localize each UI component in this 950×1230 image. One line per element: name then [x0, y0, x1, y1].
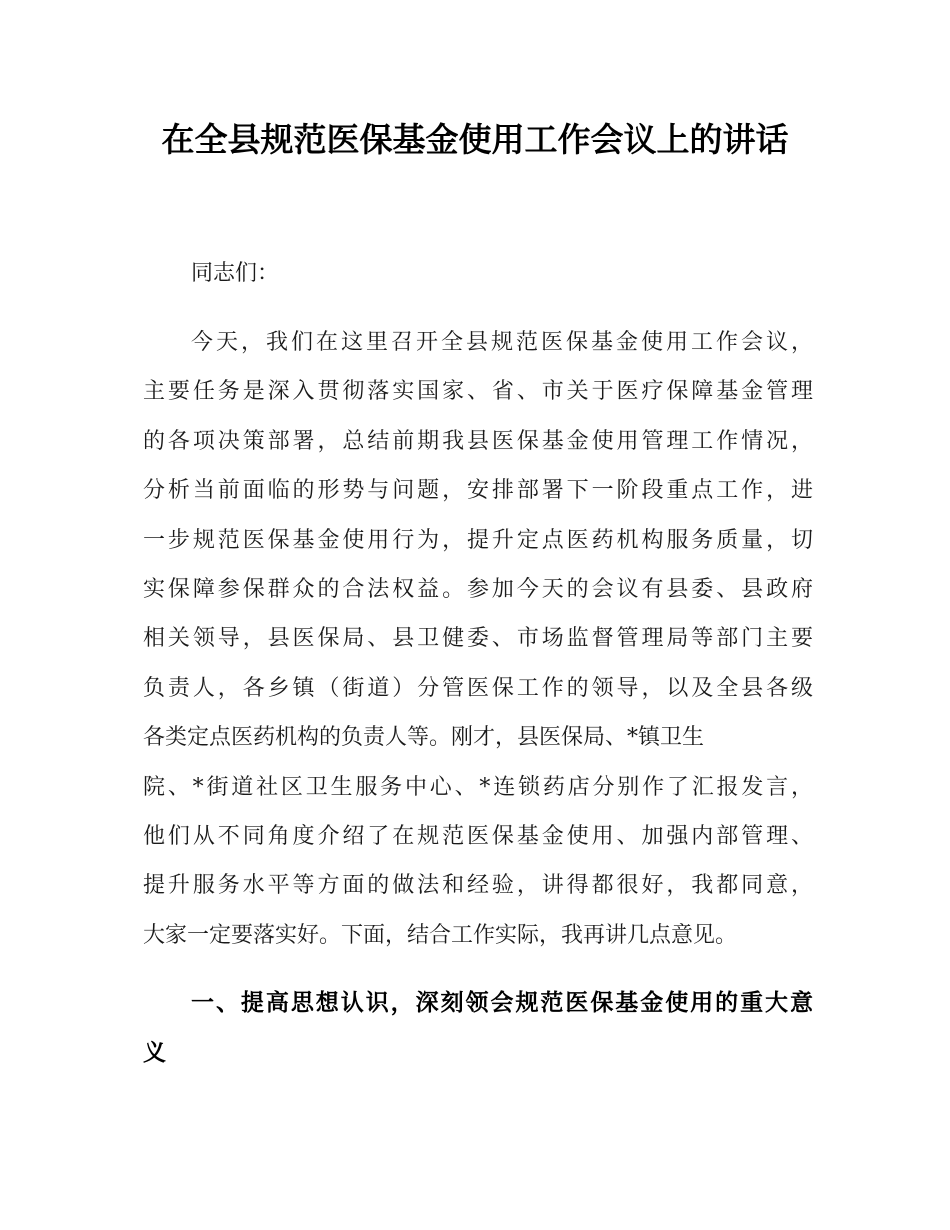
- salutation: 同志们：: [191, 261, 280, 286]
- paragraph-line: 一步规范医保基金使用行为，提升定点医药机构服务质量，切: [143, 527, 813, 553]
- paragraph-line: 院、*街道社区卫生服务中心、*连锁药店分别作了汇报发言，: [143, 774, 813, 800]
- document-title: 在全县规范医保基金使用工作会议上的讲话: [161, 120, 789, 159]
- paragraph-line: 的各项决策部署，总结前期我县医保基金使用管理工作情况，: [143, 428, 813, 454]
- paragraph-line: 他们从不同角度介绍了在规范医保基金使用、加强内部管理、: [143, 823, 813, 849]
- paragraph-line: 各类定点医药机构的负责人等。刚才，县医保局、*镇卫生: [143, 725, 705, 751]
- opening-paragraph: [143, 318, 813, 960]
- section-heading-1: [143, 978, 813, 1078]
- heading-line: 一、提高思想认识，深刻领会规范医保基金使用的重大意: [191, 990, 813, 1016]
- paragraph-line: 今天，我们在这里召开全县规范医保基金使用工作会议，: [191, 330, 813, 355]
- paragraph-line: 大家一定要落实好。下面，结合工作实际，我再讲几点意见。: [143, 922, 738, 948]
- paragraph-line: 提升服务水平等方面的做法和经验，讲得都很好，我都同意，: [143, 873, 813, 899]
- paragraph-line: 实保障参保群众的合法权益。参加今天的会议有县委、县政府: [143, 576, 813, 602]
- paragraph-line: 负责人，各乡镇（街道）分管医保工作的领导，以及全县各级: [143, 675, 813, 701]
- paragraph-line: 分析当前面临的形势与问题，安排部署下一阶段重点工作，进: [143, 478, 813, 504]
- paragraph-line: 相关领导，县医保局、县卫健委、市场监督管理局等部门主要: [143, 626, 813, 652]
- paragraph-line: 主要任务是深入贯彻落实国家、省、市关于医疗保障基金管理: [143, 379, 813, 405]
- heading-line: 义: [143, 1040, 166, 1066]
